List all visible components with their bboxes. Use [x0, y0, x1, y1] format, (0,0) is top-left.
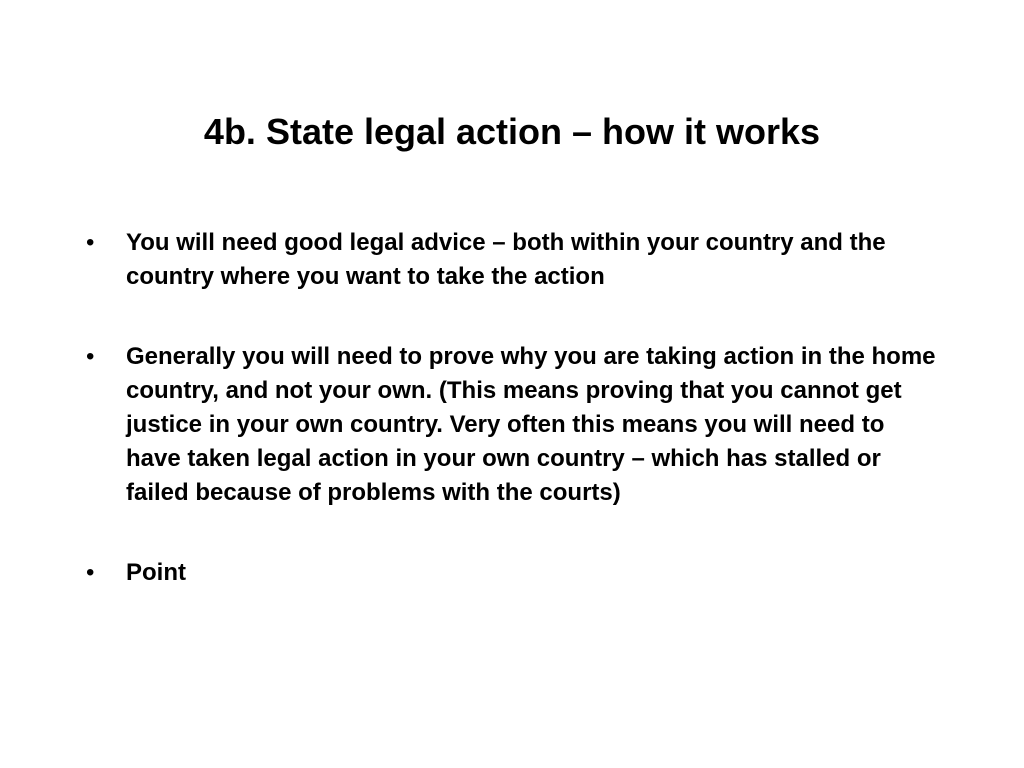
bullet-item [86, 226, 936, 294]
bullet-item [86, 556, 936, 590]
bullet-icon: • [86, 343, 95, 370]
bullet-icon: • [86, 559, 95, 586]
bullet-item [86, 340, 936, 510]
slide-title: 4b. State legal action – how it works [203, 111, 821, 152]
bullet-icon: • [86, 229, 95, 256]
bullet-text: Point [126, 559, 186, 586]
bullet-text: You will need good legal advice – both within your country and the country where you want to take the action [126, 229, 886, 290]
bullet-list [86, 226, 936, 590]
bullet-text: Generally you will need to prove why you are taking action in the home country, and not your own. (This means proving that you cannot get justice in your own country. Very often this means you will need to have taken legal action in your own country – which has stalled or failed because of problems with the courts) [126, 343, 936, 506]
